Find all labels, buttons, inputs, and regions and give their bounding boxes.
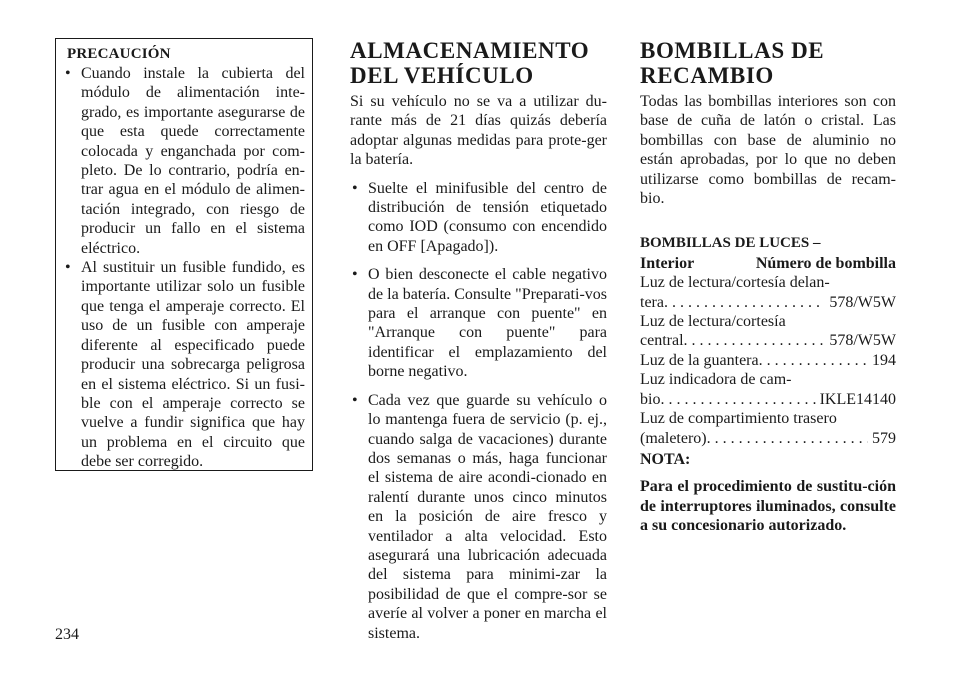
bulbs-col-number: Número de bombilla [755,254,896,272]
caution-item: • Cuando instale la cubierta del módulo de alimentación inte-grado, es importante asegurarse de que esta quede correctamente colocada y enganchada por com-pleto. De lo contrario, podría en-trar agua en el módulo de alimen-tación integrado, con riesgo de producir un fallo en el sistema eléctrico. [63,64,305,258]
table-row [640,409,896,448]
dot-leader [684,331,826,350]
bulbs-table-title: BOMBILLAS DE LUCES – [640,235,821,252]
dot-leader [664,293,825,312]
table-row [640,273,896,312]
caution-box [55,38,313,471]
bulb-dotline [640,351,896,370]
bulb-dotline [640,429,896,448]
table-row [640,351,896,370]
table-row [640,312,896,351]
bulb-number: 579 [872,429,896,447]
table-row [640,370,896,409]
storage-item: • Suelte el minifusible del centro de distribución de tensión etiquetado como IOD (consumo con encendido en OFF [Apagado]). [350,179,607,257]
storage-item: • Cada vez que guarde su vehículo o lo mantenga fuera de servicio (p. ej., cuando salga de vacaciones) durante dos semanas o más, haga funcionar el sistema de aire acondi-cionado en ralentí durante unos cinco minutos en la posición de aire fresco y ventilador a alta velocidad. Esto asegurará una lubricación adecuada del sistema para minimi-zar la posibilidad de que el compre-sor se averíe al volver a poner en marcha el sistema. [350,391,607,643]
bulb-name-line2: bio [640,390,661,408]
dot-leader [660,390,815,409]
bulb-dotline [640,390,896,409]
bulb-name-line2: tera [640,293,664,311]
bulb-name-line1: Luz de lectura/cortesía delan- [640,274,830,292]
storage-item: • O bien desconecte el cable negativo de la batería. Consulte "Preparati-vos para el arranque con puente" en "Arranque con puente" para identificar el emplazamiento del borne negativo. [350,265,607,381]
bulb-number: 194 [872,351,896,369]
page-number: 234 [55,626,79,643]
bulb-number: 578/W5W [829,293,896,311]
bulb-name-line2: (maletero) [640,429,707,447]
bulbs-section [640,38,896,536]
bulb-name-line2: Luz de la guantera [640,351,759,369]
bulbs-table [640,273,896,448]
storage-list [350,179,607,643]
bulbs-intro: Todas las bombillas interiores son con base de cuña de latón o cristal. Las bombillas con base de aluminio no están aprobadas, por lo que no deben utilizarse como bombillas de recam-bio. [640,93,896,208]
bulbs-col-interior: Interior [640,254,695,272]
note-body: Para el procedimiento de sustitu-ción de interruptores iluminados, consulte a su concesionario autorizado. [640,478,896,535]
bulb-number: 578/W5W [829,332,896,350]
bulb-number: IKLE14140 [819,390,896,408]
bulb-name-line1: Luz de lectura/cortesía [640,313,786,331]
storage-heading: ALMACENAMIENTO DEL VEHÍCULO [350,38,590,88]
bulb-dotline [640,293,896,312]
dot-leader [707,429,868,448]
note-title: NOTA: [640,450,691,468]
storage-intro: Si su vehículo no se va a utilizar du-rante más de 21 días quizás debería adoptar algunas medidas para prote-ger la batería. [350,93,607,169]
bulb-dotline [640,331,896,350]
storage-section [350,38,607,643]
dot-leader [759,351,868,370]
caution-list [63,64,305,472]
bulb-name-line2: central [640,332,684,350]
caution-title: PRECAUCIÓN [67,46,171,62]
bulbs-heading: BOMBILLAS DE RECAMBIO [640,38,825,88]
caution-item: • Al sustituir un fusible fundido, es importante utilizar solo un fusible que tenga el amperaje correcto. El uso de un fusible con amperaje diferente al especificado puede producir una sobrecarga peligrosa en el sistema eléctrico. Si un fusi-ble con el amperaje correcto se vuelve a fundir significa que hay un problema en el circuito que debe ser corregido. [63,258,305,471]
bulb-name-line1: Luz de compartimiento trasero [640,410,837,428]
bulbs-table-header [640,254,896,273]
bulb-name-line1: Luz indicadora de cam- [640,371,792,389]
